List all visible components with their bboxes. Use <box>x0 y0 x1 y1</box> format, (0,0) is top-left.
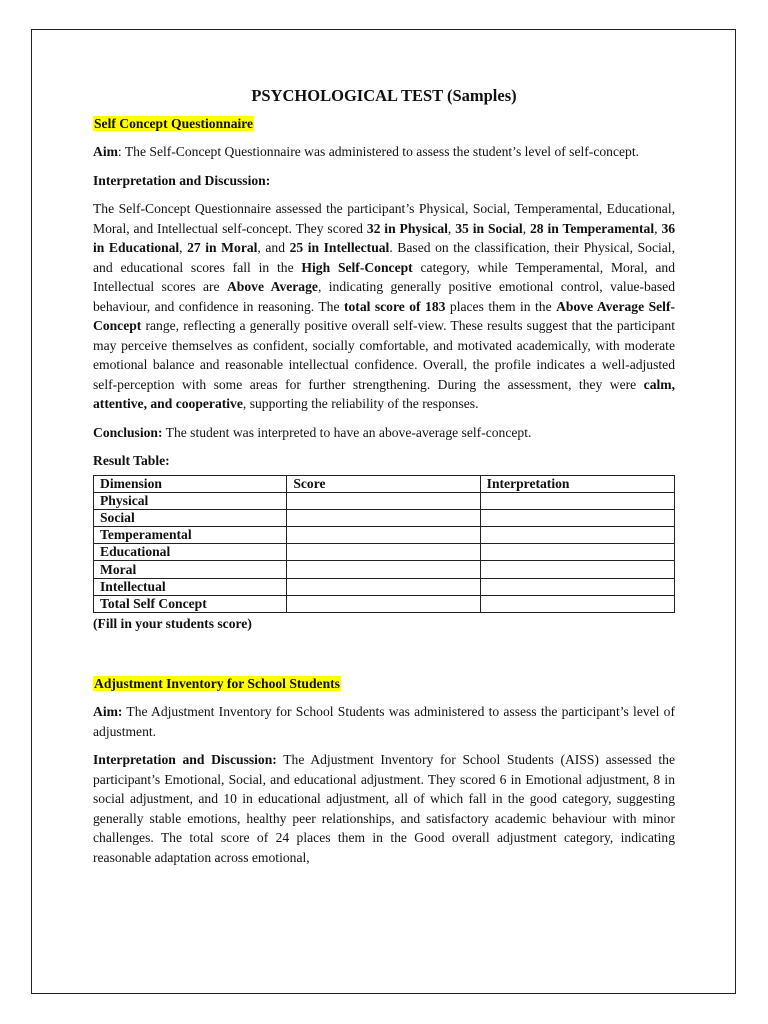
result-table-label: Result Table: <box>93 453 170 468</box>
interpretation-cell[interactable] <box>480 544 674 561</box>
dimension-cell: Physical <box>94 492 287 509</box>
para-text: , supporting the reliability of the responses. <box>242 396 479 411</box>
table-row <box>94 561 675 578</box>
aim-paragraph <box>93 142 675 162</box>
interpretation-paragraph <box>93 750 675 867</box>
score-cell[interactable] <box>287 595 480 612</box>
conclusion-label: Conclusion: <box>93 424 163 440</box>
score-cell[interactable] <box>287 544 480 561</box>
para-text: , <box>522 220 530 236</box>
dimension-cell: Social <box>94 509 287 526</box>
score-cell[interactable] <box>287 561 480 578</box>
interpretation-cell[interactable] <box>480 509 674 526</box>
document-title: PSYCHOLOGICAL TEST (Samples) <box>251 86 517 105</box>
interpretation-cell[interactable] <box>480 527 674 544</box>
aim-text: : The Self-Concept Questionnaire was administered to assess the student’s level of self-concept. <box>117 144 640 159</box>
aim-paragraph <box>93 702 675 741</box>
conclusion-paragraph <box>93 423 675 443</box>
interpretation-text: The Adjustment Inventory for School Students (AISS) assessed the participant’s Emotional, Social, and educational adjustment. They scored 6 in Emotional adjustment, 8 in social adjustment, and 10 in educational adjustment, all of which fall in the good category, suggesting generally stable emotions, healthy peer relationships, and satisfactory academic behaviour with minor challenges. The total score of 24 places them in the Good overall adjustment category, indicating reasonable adaptation across emotional, <box>93 752 675 865</box>
highlighted-heading: Self Concept Questionnaire <box>94 115 254 131</box>
para-bold: 32 in Physical <box>366 220 448 236</box>
table-row <box>94 492 675 509</box>
para-bold: Above Average <box>226 279 318 294</box>
para-text: . Based on the classification, their Physical, Social, and educational scores fall in the <box>93 240 675 275</box>
document-content <box>93 86 675 876</box>
section-heading-adjustment <box>93 674 675 694</box>
interpretation-cell[interactable] <box>480 595 674 612</box>
aim-label: Aim <box>93 144 118 159</box>
aim-label: Aim: <box>93 704 123 719</box>
aim-text: The Adjustment Inventory for School Students was administered to assess the participant’s level of adjustment. <box>93 704 675 739</box>
dimension-cell: Temperamental <box>94 527 287 544</box>
para-bold: 28 in Temperamental <box>530 220 655 236</box>
score-cell[interactable] <box>287 527 480 544</box>
dimension-cell: Moral <box>94 561 287 578</box>
table-row <box>94 527 675 544</box>
para-text: range, reflecting a generally positive overall self-view. These results suggest that the participant may perceive themselves as confident, socially comfortable, and motivated academically, with moderate emotional balance and reasonable intellectual confidence. Overall, the profile indicates a well-adjusted self-perception with some areas for further strengthening. During the assessment, they were <box>93 318 675 392</box>
table-row <box>94 578 675 595</box>
section-heading-self-concept <box>93 114 675 134</box>
table-row <box>94 595 675 612</box>
para-bold: 27 in Moral <box>187 240 258 255</box>
dimension-cell: Total Self Concept <box>94 595 287 612</box>
fill-note: (Fill in your students score) <box>93 616 252 631</box>
para-bold: calm, attentive, and cooperative <box>93 376 675 411</box>
para-text: , indicating generally positive emotional control, value-based behaviour, and confidence in reasoning. The <box>93 279 676 314</box>
para-text: , <box>654 220 662 236</box>
interpretation-heading: Interpretation and Discussion: <box>93 172 271 188</box>
table-header-cell: Interpretation <box>480 475 674 492</box>
score-cell[interactable] <box>287 492 480 509</box>
para-bold: 35 in Social <box>455 220 523 236</box>
dimension-cell: Intellectual <box>94 578 287 595</box>
dimension-cell: Educational <box>94 544 287 561</box>
para-bold: Above Average Self-Concept <box>93 298 676 333</box>
interpretation-cell[interactable] <box>480 561 674 578</box>
para-bold: total score of 183 <box>343 298 446 314</box>
score-cell[interactable] <box>287 509 480 526</box>
table-header-cell: Score <box>287 475 480 492</box>
score-cell[interactable] <box>287 578 480 595</box>
table-header-row <box>94 475 675 492</box>
para-text: , <box>447 220 456 236</box>
para-bold: High Self-Concept <box>301 259 413 275</box>
interpretation-label: Interpretation and Discussion: <box>93 752 277 767</box>
table-row <box>94 509 675 526</box>
interpretation-paragraph <box>93 199 675 414</box>
para-bold: 36 in Educational <box>93 220 676 255</box>
table-row <box>94 544 675 561</box>
section-adjustment-inventory <box>93 674 675 868</box>
result-table <box>93 475 675 614</box>
para-text: , <box>179 240 188 255</box>
highlighted-heading: Adjustment Inventory for School Students <box>94 675 340 691</box>
para-text: The Self-Concept Questionnaire assessed the participant’s Physical, Social, Temperamental, Educational, Moral, and Intellectual self-concept. They scored <box>93 201 675 236</box>
para-text: places them in the <box>445 298 557 314</box>
conclusion-text: The student was interpreted to have an above-average self-concept. <box>162 424 532 440</box>
para-bold: 25 in Intellectual <box>289 240 390 255</box>
para-text: category, while Temperamental, Moral, and Intellectual scores are <box>93 259 676 294</box>
interpretation-cell[interactable] <box>480 492 674 509</box>
interpretation-cell[interactable] <box>480 578 674 595</box>
para-text: , and <box>257 240 290 255</box>
table-header-cell: Dimension <box>94 475 287 492</box>
